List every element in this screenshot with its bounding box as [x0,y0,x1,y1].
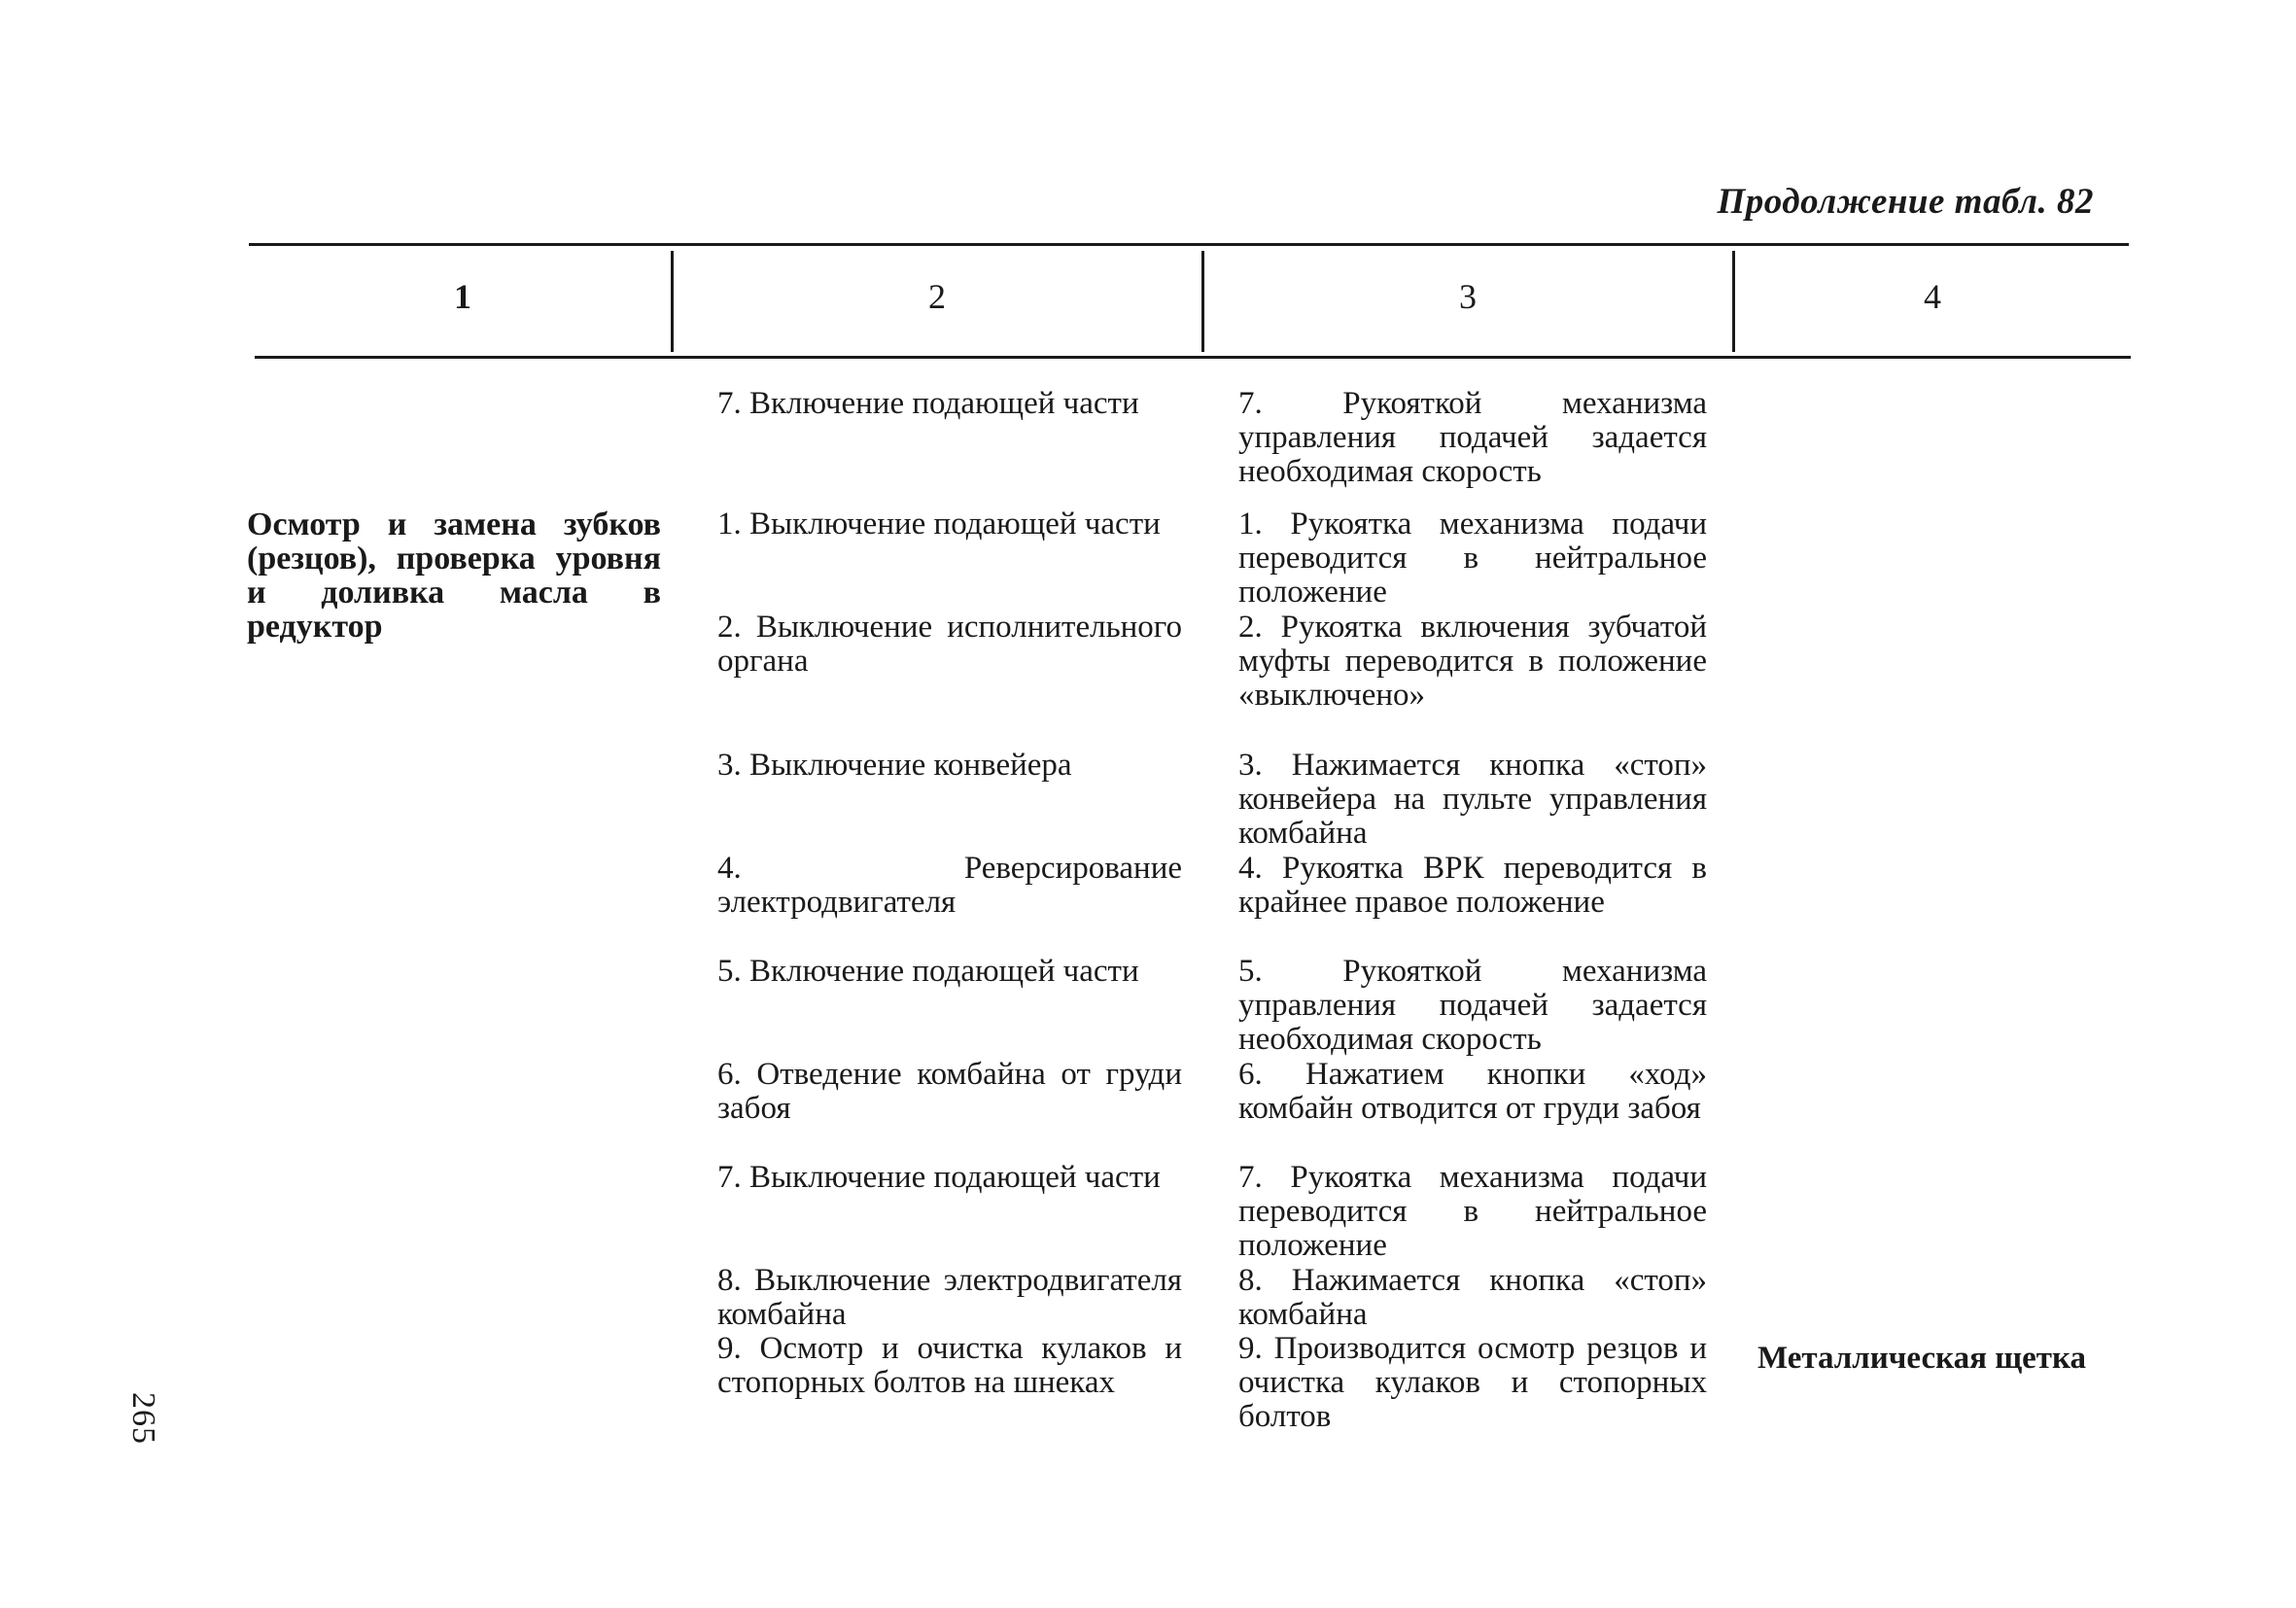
tool-cell: Металлическая щетка [1757,1341,2086,1376]
step-cell: 5. Включение подающей части [717,954,1139,989]
step-cell: 7. Включение подающей части [717,386,1139,421]
column-divider [1732,251,1735,352]
step-cell: 2. Выключение исполнительного органа [717,610,1182,679]
table-continuation-caption: Продолжение табл. 82 [1717,182,2094,222]
column-header-3: 3 [1459,277,1477,316]
method-cell: 2. Рукоятка включения зубчатой муфты переводится в положение «выключено» [1238,610,1707,713]
method-cell: 7. Рукояткой механизма управления подачей задается необходимая скорость [1238,386,1707,489]
step-cell: 7. Выключение подающей части [717,1160,1161,1195]
method-cell: 9. Производится осмотр резцов и очистка кулаков и стопорных болтов [1238,1331,1707,1434]
method-cell: 5. Рукояткой механизма управления подачей задается необходимая скорость [1238,954,1707,1057]
column-divider [671,251,674,352]
step-cell: 9. Осмотр и очистка кулаков и стопорных болтов на шнеках [717,1331,1182,1400]
method-cell: 6. Нажатием кнопки «ход» комбайн отводится от груди забоя [1238,1057,1707,1126]
method-cell: 4. Рукоятка ВРК переводится в крайнее правое положение [1238,851,1707,920]
method-cell: 8. Нажимается кнопка «стоп» комбайна [1238,1263,1707,1332]
step-cell: 1. Выключение подающей части [717,507,1161,542]
step-cell: 3. Выключение конвейера [717,748,1072,783]
step-cell: 6. Отведение комбайна от груди забоя [717,1057,1182,1126]
method-cell: 1. Рукоятка механизма подачи переводится в нейтральное положение [1238,507,1707,610]
column-header-1: 1 [454,277,471,316]
column-header-4: 4 [1924,277,1941,316]
table-header-rule [255,356,2131,359]
column-header-2: 2 [928,277,946,316]
method-cell: 7. Рукоятка механизма подачи переводится в нейтральное положение [1238,1160,1707,1263]
column-divider [1201,251,1204,352]
step-cell: 8. Выключение электродвигателя комбайна [717,1263,1182,1332]
method-cell: 3. Нажимается кнопка «стоп» конвейера на пульте управления комбайна [1238,748,1707,851]
step-cell: 4. Реверсирование электродвигателя [717,851,1182,920]
operation-cell: Осмотр и замена зубков (резцов), проверка уровня и доливка масла в редуктор [247,507,661,645]
page-number: 265 [125,1392,161,1445]
table-top-rule [249,243,2129,246]
